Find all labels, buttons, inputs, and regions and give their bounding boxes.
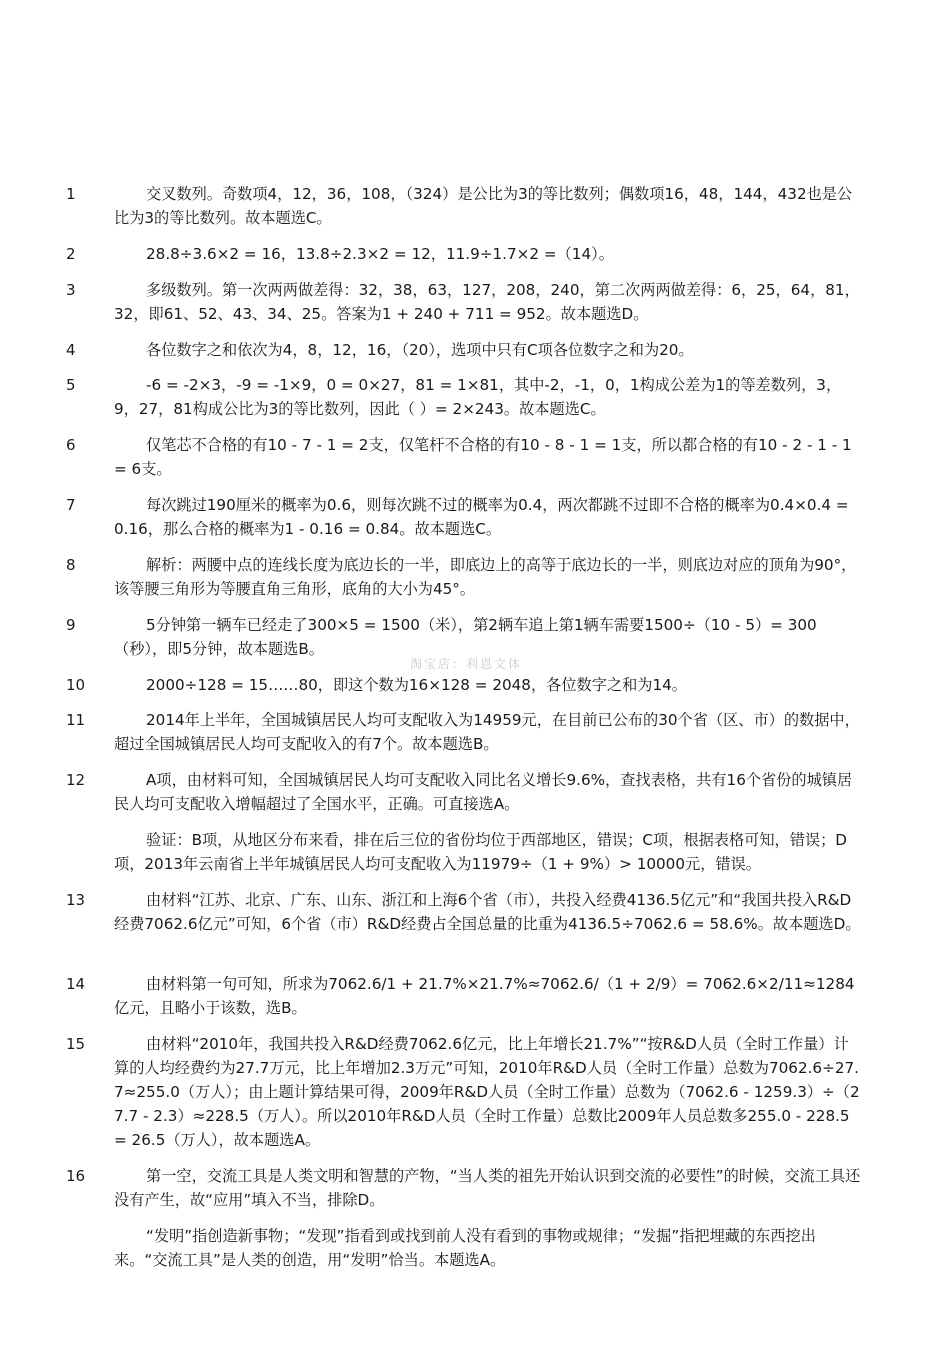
item-number: 14 (66, 975, 86, 993)
answer-paragraph: 由材料第一句可知，所求为7062.6/1 + 21.7%×21.7%≈7062.6/（1 + 2/9）= 7062.6×2/11≈1284亿元，且略小于该数，选B。 (114, 975, 855, 1017)
answer-paragraph: 各位数字之和依次为4，8，12，16，（20），选项中只有C项各位数字之和为20。 (146, 341, 694, 359)
watermark-text: 淘宝店：利恩文体 (410, 657, 523, 671)
item-number: 11 (66, 711, 86, 729)
answer-paragraph: 解析：两腰中点的连线长度为底边长的一半，即底边上的高等于底边长的一半，则底边对应的顶角为90°，该等腰三角形为等腰直角三角形，底角的大小为45°。 (114, 556, 857, 598)
answer-paragraph: 28.8÷3.6×2 = 16，13.8÷2.3×2 = 12，11.9÷1.7×2 =（14）。 (146, 245, 614, 263)
item-number: 8 (66, 556, 76, 574)
item-number: 3 (66, 281, 76, 299)
item-number: 12 (66, 771, 86, 789)
item-number: 4 (66, 341, 76, 359)
answer-paragraph: A项，由材料可知，全国城镇居民人均可支配收入同比名义增长9.6%，查找表格，共有16个省份的城镇居民人均可支配收入增幅超过了全国水平，正确。可直接选A。 (114, 771, 853, 813)
answer-paragraph: -6 = -2×3，-9 = -1×9，0 = 0×27，81 = 1×81，其中-2，-1，0，1构成公差为1的等差数列，3，9，27，81构成公比为3的等比数列，因此（ ）= 2×243。故本题选C。 (114, 376, 842, 418)
answer-paragraph: 第一空，交流工具是人类文明和智慧的产物，“当人类的祖先开始认识到交流的必要性”的时候，交流工具还没有产生，故“应用”填入不当，排除D。 (114, 1167, 861, 1209)
answer-paragraph: 每次跳过190厘米的概率为0.6，则每次跳不过的概率为0.4，两次都跳不过即不合格的概率为0.4×0.4 = 0.16，那么合格的概率为1 - 0.16 = 0.84。故本题选C。 (114, 496, 849, 538)
item-number: 15 (66, 1035, 86, 1053)
answer-paragraph: 交叉数列。奇数项4，12，36，108，（324）是公比为3的等比数列；偶数项16，48，144，432也是公比为3的等比数列。故本题选C。 (114, 185, 853, 227)
answer-paragraph: 2014年上半年，全国城镇居民人均可支配收入为14959元，在目前已公布的30个省（区、市）的数据中，超过全国城镇居民人均可支配收入的有7个。故本题选B。 (114, 711, 860, 753)
answer-paragraph: 2000÷128 = 15……80，即这个数为16×128 = 2048，各位数字之和为14。 (146, 676, 687, 694)
answer-paragraph: 多级数列。第一次两两做差得：32，38，63，127，208，240，第二次两两做差得：6，25，64，81，32，即61、52、43、34、25。答案为1 + 240 + 711 = 952。故本题选D。 (114, 281, 860, 323)
item-number: 2 (66, 245, 76, 263)
item-number: 13 (66, 891, 86, 909)
item-number: 1 (66, 185, 76, 203)
item-number: 9 (66, 616, 76, 634)
item-number: 7 (66, 496, 76, 514)
answer-paragraph: 验证：B项，从地区分布来看，排在后三位的省份均位于西部地区，错误；C项，根据表格可知，错误；D项，2013年云南省上半年城镇居民人均可支配收入为11979÷（1 + 9%）> 10000元，错误。 (114, 831, 847, 873)
item-number: 5 (66, 376, 76, 394)
answer-paragraph: “发明”指创造新事物；“发现”指看到或找到前人没有看到的事物或规律；“发掘”指把埋藏的东西挖出来。“交流工具”是人类的创造，用“发明”恰当。本题选A。 (114, 1227, 816, 1269)
item-number: 16 (66, 1167, 86, 1185)
answer-paragraph: 仅笔芯不合格的有10 - 7 - 1 = 2支，仅笔杆不合格的有10 - 8 - 1 = 1支，所以都合格的有10 - 2 - 1 - 1 = 6支。 (114, 436, 852, 478)
answer-paragraph: 由材料“江苏、北京、广东、山东、浙江和上海6个省（市），共投入经费4136.5亿元”和“我国共投入R&D经费7062.6亿元”可知，6个省（市）R&D经费占全国总量的比重为4136.5÷7062.6 = 58.6%。故本题选D。 (114, 891, 861, 933)
answer-paragraph: 由材料“2010年，我国共投入R&D经费7062.6亿元，比上年增长21.7%”“按R&D人员（全时工作量）计算的人均经费约为27.7万元，比上年增加2.3万元”可知，2010年R&D人员（全时工作量）总数为7062.6÷27.7≈255.0（万人）；由上题计算结果可得，2009年R&D人员（全时工作量）总数为（7062.6 - 1259.3）÷（27.7 - 2.3）≈228.5（万人）。所以2010年R&D人员（全时工作量）总数比2009年人员总数多255.0 - 228.5 = 26.5（万人），故本题选A。 (114, 1035, 860, 1149)
answer-paragraph: 5分钟第一辆车已经走了300×5 = 1500（米），第2辆车追上第1辆车需要1500÷（10 - 5）= 300（秒），即5分钟，故本题选B。 (114, 616, 817, 658)
item-number: 10 (66, 676, 86, 694)
item-number: 6 (66, 436, 76, 454)
